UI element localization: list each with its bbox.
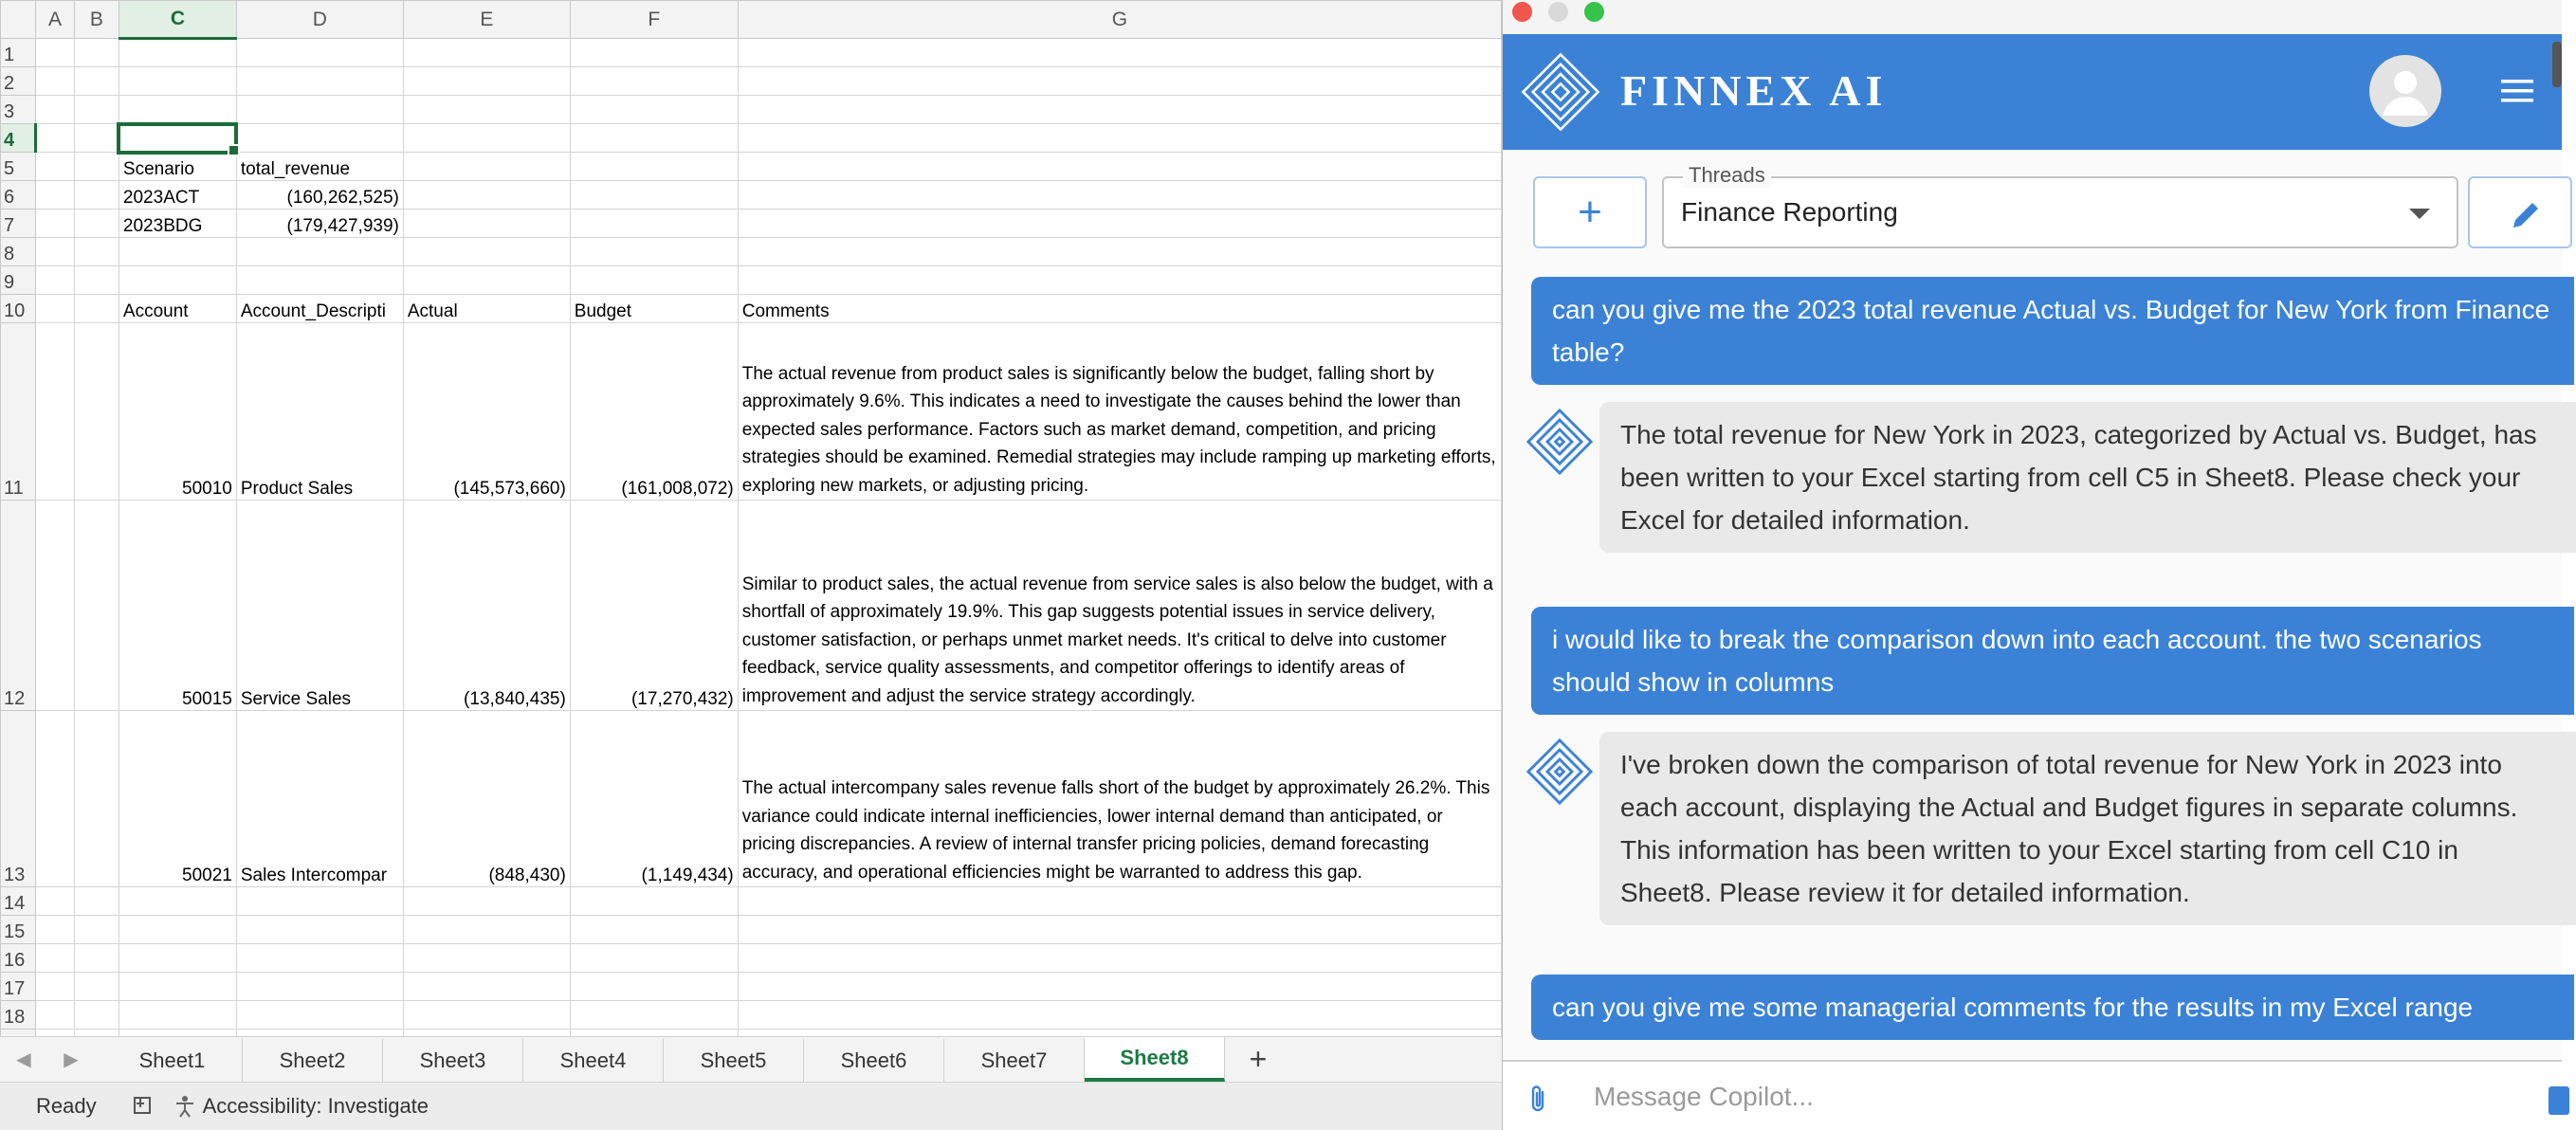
column-header-c[interactable]: C <box>119 1 236 39</box>
prev-sheet-arrow-icon[interactable]: ◀ <box>16 1049 31 1070</box>
cell-f13[interactable]: (1,149,434) <box>570 711 738 887</box>
window-titlebar <box>1503 0 2562 34</box>
cell-c9[interactable] <box>119 266 236 295</box>
cell-d8[interactable] <box>236 238 403 266</box>
cell-c6[interactable]: 2023ACT <box>119 181 236 210</box>
sheet-row <box>1 96 1502 124</box>
cell-e4[interactable] <box>403 124 570 153</box>
cell-g8[interactable] <box>738 238 1501 266</box>
assistant-logo-icon <box>1526 738 1594 806</box>
app-header <box>1503 34 2562 150</box>
cell-g7[interactable] <box>738 210 1501 238</box>
cell-c17[interactable] <box>119 973 236 1001</box>
cell-a16[interactable] <box>35 944 74 973</box>
cell-f6[interactable] <box>570 181 738 210</box>
cell-e16[interactable] <box>403 944 570 973</box>
cell-d6[interactable]: (160,262,525) <box>236 181 403 210</box>
threads-label: Threads <box>1683 163 1771 188</box>
cell-a4[interactable] <box>35 124 74 153</box>
cell-a12[interactable] <box>35 501 74 711</box>
cell-e14[interactable] <box>403 887 570 916</box>
cell-g3[interactable] <box>738 96 1501 124</box>
row-header-8[interactable]: 8 <box>1 238 36 266</box>
assistant-logo-icon <box>1526 408 1594 476</box>
sheet-row <box>1 711 1502 887</box>
panel-scrollbar[interactable] <box>2552 42 2562 87</box>
thread-select-value: Finance Reporting <box>1681 197 1898 227</box>
avatar-icon[interactable] <box>2369 55 2441 127</box>
sheet-tab-bar <box>0 1036 1502 1082</box>
cell-d9[interactable] <box>236 266 403 295</box>
cell-b18[interactable] <box>74 1001 119 1030</box>
cell-e10[interactable]: Actual <box>403 295 570 323</box>
sheet-row <box>1 944 1502 973</box>
sheet-row <box>1 973 1502 1001</box>
cell-f8[interactable] <box>570 238 738 266</box>
user-message: can you give me the 2023 total revenue Actual vs. Budget for New York from Finance table? <box>1531 277 2574 385</box>
cell-g15[interactable] <box>738 916 1501 944</box>
cell-b9[interactable] <box>74 266 119 295</box>
cell-f16[interactable] <box>570 944 738 973</box>
cell-d2[interactable] <box>236 67 403 96</box>
cell-e17[interactable] <box>403 973 570 1001</box>
sheet-row <box>1 1001 1502 1030</box>
edit-thread-button[interactable] <box>2468 176 2572 248</box>
cell-e12[interactable]: (13,840,435) <box>403 501 570 711</box>
sheet-row <box>1 181 1502 210</box>
cell-a17[interactable] <box>35 973 74 1001</box>
cell-b17[interactable] <box>74 973 119 1001</box>
cell-g11[interactable]: The actual revenue from product sales is significantly below the budget, falling short by approximately 9.6%. This indicates a need to investigate the causes behind the lower than expected sales performance. Factors such as market demand, competition, and pricing strategies should be examined. Remedial strategies may include ramping up marketing efforts, exploring new markets, or adjusting pricing. <box>738 323 1501 501</box>
status-ready-text: Ready <box>36 1094 97 1118</box>
cell-b3[interactable] <box>74 96 119 124</box>
row-header-10[interactable]: 10 <box>1 295 36 323</box>
cell-a6[interactable] <box>35 181 74 210</box>
cell-f9[interactable] <box>570 266 738 295</box>
cell-f17[interactable] <box>570 973 738 1001</box>
message-input[interactable] <box>1594 1075 2504 1119</box>
cell-a5[interactable] <box>35 153 74 181</box>
row-header-3[interactable]: 3 <box>1 96 36 124</box>
cell-b13[interactable] <box>74 711 119 887</box>
cell-d18[interactable] <box>236 1001 403 1030</box>
cell-g17[interactable] <box>738 973 1501 1001</box>
column-header-b[interactable]: B <box>74 1 119 39</box>
cell-c1[interactable] <box>119 39 236 67</box>
cell-c16[interactable] <box>119 944 236 973</box>
cell-g14[interactable] <box>738 887 1501 916</box>
cell-e3[interactable] <box>403 96 570 124</box>
row-header-6[interactable]: 6 <box>1 181 36 210</box>
sheet-row <box>1 67 1502 96</box>
row-header-12[interactable]: 12 <box>1 501 36 711</box>
cell-b6[interactable] <box>74 181 119 210</box>
cell-a13[interactable] <box>35 711 74 887</box>
cell-e6[interactable] <box>403 181 570 210</box>
cell-c11[interactable]: 50010 <box>119 323 236 501</box>
row-header-18[interactable]: 18 <box>1 1001 36 1030</box>
cell-b15[interactable] <box>74 916 119 944</box>
cell-f15[interactable] <box>570 916 738 944</box>
cell-g5[interactable] <box>738 153 1501 181</box>
cell-g6[interactable] <box>738 181 1501 210</box>
maximize-window-icon[interactable] <box>1584 2 1604 22</box>
message-composer <box>1503 1060 2562 1130</box>
cell-g10[interactable]: Comments <box>738 295 1501 323</box>
cell-d15[interactable] <box>236 916 403 944</box>
sheet-tab-sheet3[interactable]: Sheet3 <box>383 1039 523 1082</box>
row-header-15[interactable]: 15 <box>1 916 36 944</box>
sheet-row <box>1 266 1502 295</box>
user-message: i would like to break the comparison down into each account. the two scenarios should show in columns <box>1531 607 2574 715</box>
cell-c7[interactable]: 2023BDG <box>119 210 236 238</box>
cell-b14[interactable] <box>74 887 119 916</box>
cell-a7[interactable] <box>35 210 74 238</box>
brand-name: FINNEX AI <box>1620 66 1888 115</box>
cell-f2[interactable] <box>570 67 738 96</box>
cell-e8[interactable] <box>403 238 570 266</box>
cell-d13[interactable]: Sales Intercompar <box>236 711 403 887</box>
row-header-17[interactable]: 17 <box>1 973 36 1001</box>
attach-icon[interactable] <box>1524 1083 1552 1117</box>
cell-c5[interactable]: Scenario <box>119 153 236 181</box>
cell-a10[interactable] <box>35 295 74 323</box>
sheet-row <box>1 238 1502 266</box>
column-header-row <box>1 1 1502 39</box>
accessibility-status-text[interactable]: Accessibility: Investigate <box>202 1094 429 1118</box>
finnex-logo-icon <box>1520 51 1601 133</box>
cell-b7[interactable] <box>74 210 119 238</box>
send-icon[interactable] <box>2549 1086 2569 1115</box>
cell-e13[interactable]: (848,430) <box>403 711 570 887</box>
cell-b2[interactable] <box>74 67 119 96</box>
column-header-d[interactable]: D <box>236 1 403 39</box>
cell-f10[interactable]: Budget <box>570 295 738 323</box>
cell-b10[interactable] <box>74 295 119 323</box>
sheet-row <box>1 153 1502 181</box>
cell-b4[interactable] <box>74 124 119 153</box>
row-header-4[interactable]: 4 <box>1 124 36 153</box>
column-header-a[interactable]: A <box>35 1 74 39</box>
cell-d5[interactable]: total_revenue <box>236 153 403 181</box>
cell-f7[interactable] <box>570 210 738 238</box>
cell-g18[interactable] <box>738 1001 1501 1030</box>
cell-c8[interactable] <box>119 238 236 266</box>
close-window-icon[interactable] <box>1512 2 1532 22</box>
cell-f11[interactable]: (161,008,072) <box>570 323 738 501</box>
cell-a8[interactable] <box>35 238 74 266</box>
cell-c12[interactable]: 50015 <box>119 501 236 711</box>
row-header-16[interactable]: 16 <box>1 944 36 973</box>
cell-d12[interactable]: Service Sales <box>236 501 403 711</box>
cell-e2[interactable] <box>403 67 570 96</box>
assistant-message: The total revenue for New York in 2023, categorized by Actual vs. Budget, has been written to your Excel starting from cell C5 in Sheet8. Please check your Excel for detailed information. <box>1599 402 2576 553</box>
cell-a11[interactable] <box>35 323 74 501</box>
cell-d1[interactable] <box>236 39 403 67</box>
copilot-panel <box>1502 0 2562 1130</box>
cell-g4[interactable] <box>738 124 1501 153</box>
cell-a15[interactable] <box>35 916 74 944</box>
cell-e18[interactable] <box>403 1001 570 1030</box>
macro-recorder-icon[interactable] <box>131 1094 155 1119</box>
menu-icon[interactable] <box>2498 77 2536 105</box>
cell-f5[interactable] <box>570 153 738 181</box>
chevron-down-icon <box>2409 209 2430 219</box>
accessibility-icon[interactable] <box>173 1094 197 1119</box>
sheet-tab-sheet7[interactable]: Sheet7 <box>944 1039 1085 1082</box>
cell-d17[interactable] <box>236 973 403 1001</box>
cell-g2[interactable] <box>738 67 1501 96</box>
thread-controls <box>1503 150 2562 262</box>
user-message: can you give me some managerial comments for the results in my Excel range <box>1531 975 2574 1040</box>
cell-c15[interactable] <box>119 916 236 944</box>
sheet-row <box>1 295 1502 323</box>
assistant-message: I've broken down the comparison of total revenue for New York in 2023 into each account, displaying the Actual and Budget figures in separate columns. This information has been written to your Excel starting from cell C10 in Sheet8. Please review it for detailed information. <box>1599 732 2576 925</box>
row-header-1[interactable]: 1 <box>1 39 36 67</box>
cell-c2[interactable] <box>119 67 236 96</box>
minimize-window-icon[interactable] <box>1548 2 1568 22</box>
cell-e1[interactable] <box>403 39 570 67</box>
status-bar <box>0 1082 1502 1130</box>
cell-a14[interactable] <box>35 887 74 916</box>
cell-f4[interactable] <box>570 124 738 153</box>
cell-d14[interactable] <box>236 887 403 916</box>
sheet-row <box>1 210 1502 238</box>
cell-a18[interactable] <box>35 1001 74 1030</box>
cell-d11[interactable]: Product Sales <box>236 323 403 501</box>
cell-c14[interactable] <box>119 887 236 916</box>
cell-d10[interactable]: Account_Descripti <box>236 295 403 323</box>
sheet-row <box>1 887 1502 916</box>
new-thread-button[interactable]: + <box>1533 176 1647 248</box>
cell-e7[interactable] <box>403 210 570 238</box>
cell-d7[interactable]: (179,427,939) <box>236 210 403 238</box>
cell-g9[interactable] <box>738 266 1501 295</box>
row-header-9[interactable]: 9 <box>1 266 36 295</box>
cell-c13[interactable]: 50021 <box>119 711 236 887</box>
sheet-row <box>1 323 1502 501</box>
cell-c3[interactable] <box>119 96 236 124</box>
cell-b1[interactable] <box>74 39 119 67</box>
sheet-tab-sheet6[interactable]: Sheet6 <box>804 1039 944 1082</box>
next-sheet-arrow-icon[interactable]: ▶ <box>64 1049 79 1070</box>
select-all-corner[interactable] <box>1 1 36 39</box>
cell-c10[interactable]: Account <box>119 295 236 323</box>
cell-a2[interactable] <box>35 67 74 96</box>
column-header-e[interactable]: E <box>403 1 570 39</box>
cell-b8[interactable] <box>74 238 119 266</box>
cell-d3[interactable] <box>236 96 403 124</box>
edit-icon <box>2508 197 2544 233</box>
row-header-11[interactable]: 11 <box>1 323 36 501</box>
cell-b12[interactable] <box>74 501 119 711</box>
cell-a9[interactable] <box>35 266 74 295</box>
cell-f14[interactable] <box>570 887 738 916</box>
sheet-row <box>1 39 1502 67</box>
row-header-7[interactable]: 7 <box>1 210 36 238</box>
cell-a1[interactable] <box>35 39 74 67</box>
cell-e5[interactable] <box>403 153 570 181</box>
cell-d4[interactable] <box>236 124 403 153</box>
sheet-tab-sheet5[interactable]: Sheet5 <box>664 1039 804 1082</box>
cell-f3[interactable] <box>570 96 738 124</box>
sheet-row <box>1 124 1502 153</box>
cell-c4[interactable] <box>119 124 236 153</box>
cell-e9[interactable] <box>403 266 570 295</box>
cell-b11[interactable] <box>74 323 119 501</box>
cell-f18[interactable] <box>570 1001 738 1030</box>
cell-g16[interactable] <box>738 944 1501 973</box>
cell-a3[interactable] <box>35 96 74 124</box>
cell-e11[interactable]: (145,573,660) <box>403 323 570 501</box>
row-header-14[interactable]: 14 <box>1 887 36 916</box>
column-header-f[interactable]: F <box>570 1 738 39</box>
cell-e15[interactable] <box>403 916 570 944</box>
row-header-13[interactable]: 13 <box>1 711 36 887</box>
cell-b5[interactable] <box>74 153 119 181</box>
sheet-tab-sheet4[interactable]: Sheet4 <box>523 1039 664 1082</box>
cell-g13[interactable]: The actual intercompany sales revenue falls short of the budget by approximately 26.2%. This variance could indicate internal inefficiencies, lower internal demand than anticipated, or pricing discrepancies. A review of internal transfer pricing policies, demand forecasting accuracy, and operational efficiencies might be warranted to address this gap. <box>738 711 1501 887</box>
sheet-row <box>1 501 1502 711</box>
cell-g1[interactable] <box>738 39 1501 67</box>
cell-f12[interactable]: (17,270,432) <box>570 501 738 711</box>
sheet-tab-sheet2[interactable]: Sheet2 <box>243 1039 383 1082</box>
cell-g12[interactable]: Similar to product sales, the actual revenue from service sales is also below the budget, with a shortfall of approximately 19.9%. This gap suggests potential issues in service delivery, customer satisfaction, or perhaps unmet market needs. It's critical to delve into customer feedback, service quality assessments, and competitor offerings to identify areas of improvement and adjust the service strategy accordingly. <box>738 501 1501 711</box>
cell-f1[interactable] <box>570 39 738 67</box>
cell-c18[interactable] <box>119 1001 236 1030</box>
row-header-2[interactable]: 2 <box>1 67 36 96</box>
cell-d16[interactable] <box>236 944 403 973</box>
cell-b16[interactable] <box>74 944 119 973</box>
thread-select[interactable] <box>1662 163 2458 248</box>
row-header-5[interactable]: 5 <box>1 153 36 181</box>
add-sheet-button[interactable]: + <box>1249 1042 1268 1076</box>
sheet-row <box>1 916 1502 944</box>
column-header-g[interactable]: G <box>738 1 1501 39</box>
chat-messages <box>1503 262 2562 1048</box>
sheet-tab-sheet1[interactable]: Sheet1 <box>102 1039 243 1082</box>
sheet-tab-sheet8[interactable]: Sheet8 <box>1085 1037 1225 1082</box>
